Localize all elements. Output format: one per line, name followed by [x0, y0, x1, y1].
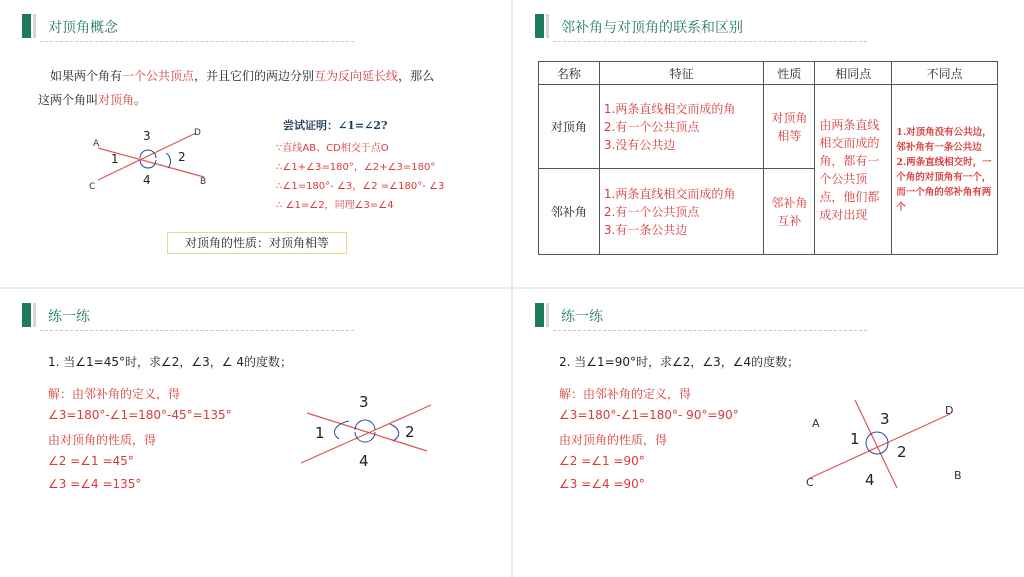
angle-arc: [866, 432, 888, 454]
angle-label-4: 4: [865, 471, 875, 489]
label-D: D: [945, 404, 954, 417]
section-header: [535, 303, 867, 327]
panel-practice-1: [0, 289, 511, 577]
row-property: 邻补角互补: [764, 169, 815, 255]
angle-label-4: 4: [143, 173, 151, 187]
header-bar: [535, 14, 544, 38]
angle-label-3: 3: [359, 393, 369, 411]
angle-arc-2: [166, 153, 171, 168]
solution-line: 解：由邻补角的定义，得: [48, 387, 181, 401]
angle-label-1: 1: [315, 424, 325, 442]
header-bar: [535, 303, 544, 327]
feature-item: 2.有一个公共顶点: [603, 119, 700, 134]
label-B: B: [954, 469, 962, 482]
intro-text: ，并且它们的两边分别: [194, 69, 315, 83]
intro-text: 如果两个角有: [50, 69, 123, 83]
solution-line: 由对顶角的性质，得: [48, 433, 157, 447]
practice-diagram-1: [295, 385, 440, 470]
feature-item: 2.有一个公共顶点: [603, 204, 700, 219]
proof-line: ∴∠1+∠3=180°，∠2+∠3=180°: [276, 162, 436, 173]
feature-item: 1.两条直线相交而成的角: [603, 186, 736, 201]
section-header: [535, 14, 867, 38]
solution-line: ∠3 =∠4 =90°: [559, 477, 645, 491]
solution-line: ∠2 =∠1 =90°: [559, 454, 645, 468]
diff-points: 1.对顶角没有公共边，邻补角有一条公共边 2.两条直线相交时，一个角的对顶角有一个，而一个角的邻补角有两个: [892, 85, 998, 255]
angle-label-1: 1: [850, 430, 860, 448]
comparison-table: [538, 61, 998, 255]
label-A: A: [812, 417, 820, 430]
row-property: 对顶角相等: [764, 85, 815, 169]
proof-line: ∴∠1=180°- ∠3，∠2 =∠180°- ∠3: [276, 181, 445, 192]
angle-arc-1: [335, 421, 349, 439]
intro-text: 。: [134, 93, 147, 107]
label-D: D: [194, 128, 201, 138]
intro-line-1: [50, 67, 434, 84]
row-features: [599, 169, 764, 255]
table-row: [539, 85, 998, 169]
proof-line: ∴ ∠1=∠2，同理∠3=∠4: [276, 200, 394, 211]
angle-label-2: 2: [178, 150, 186, 164]
header-bar: [22, 303, 31, 327]
angle-label-3: 3: [143, 129, 151, 143]
header-property: 性质: [764, 62, 815, 85]
label-B: B: [200, 177, 207, 187]
panel-practice-2: [513, 289, 1024, 577]
header-diff: 不同点: [892, 62, 998, 85]
intro-line-2: [38, 91, 146, 108]
proof-line: ∵直线AB、CD相交于点O: [276, 143, 389, 154]
solution-line: ∠2 =∠1 =45°: [48, 454, 134, 468]
line-ab: [855, 400, 897, 488]
solution-line: ∠3=180°-∠1=180°-45°=135°: [48, 408, 232, 422]
angle-arc-3: [355, 420, 375, 430]
section-title: 练一练: [561, 309, 603, 325]
property-box: 对顶角的性质：对顶角相等: [167, 232, 347, 254]
header-divider: [40, 330, 354, 331]
angle-label-3: 3: [880, 410, 890, 428]
solution-line: ∠3=180°-∠1=180°- 90°=90°: [559, 408, 739, 422]
label-C: C: [89, 182, 96, 192]
intersecting-lines-diagram: [80, 120, 220, 195]
question-text: 1. 当∠1=45°时，求∠2，∠3，∠ 4的度数；: [48, 355, 292, 369]
header-bar-light: [546, 14, 549, 38]
label-C: C: [806, 476, 814, 489]
angle-label-1: 1: [111, 152, 119, 166]
header-bar-light: [546, 303, 549, 327]
panel-comparison: [513, 0, 1024, 287]
intro-highlight: 对顶角: [98, 93, 135, 107]
row-features: [599, 85, 764, 169]
intro-text: 这两个角叫: [38, 93, 99, 107]
label-A: A: [93, 139, 100, 149]
row-name: 邻补角: [539, 169, 600, 255]
section-header: [22, 14, 354, 38]
section-title: 对顶角概念: [48, 20, 118, 36]
feature-item: 3.没有公共边: [603, 137, 676, 152]
header-divider: [553, 330, 867, 331]
angle-arc-2: [390, 424, 399, 441]
intro-highlight: 一个公共顶点: [122, 69, 195, 83]
panel-vertical-angle-concept: [0, 0, 511, 287]
angle-label-2: 2: [897, 443, 907, 461]
practice-diagram-2: [798, 394, 988, 504]
angle-label-2: 2: [405, 423, 415, 441]
header-bar-light: [33, 303, 36, 327]
row-name: 对顶角: [539, 85, 600, 169]
header-same: 相同点: [815, 62, 892, 85]
feature-item: 3.有一条公共边: [603, 222, 688, 237]
solution-line: ∠3 =∠4 =135°: [48, 477, 142, 491]
angle-label-4: 4: [359, 452, 369, 470]
solution-line: 由对顶角的性质，得: [559, 433, 668, 447]
section-header: [22, 303, 354, 327]
header-name: 名称: [539, 62, 600, 85]
same-points: 由两条直线相交而成的角，都有一个公共顶点，他们都成对出现: [815, 85, 892, 255]
proof-title: 尝试证明：∠1=∠2?: [283, 119, 388, 132]
section-title: 练一练: [48, 309, 90, 325]
header-bar: [22, 14, 31, 38]
intro-text: ，那么: [398, 69, 435, 83]
question-text: 2. 当∠1=90°时，求∠2，∠3，∠4的度数；: [559, 355, 800, 369]
intro-highlight: 互为反向延长线: [314, 69, 399, 83]
header-bar-light: [33, 14, 36, 38]
header-feature: 特征: [599, 62, 764, 85]
header-divider: [553, 41, 867, 42]
table-header-row: [539, 62, 998, 85]
section-title: 邻补角与对顶角的联系和区别: [561, 20, 743, 36]
feature-item: 1.两条直线相交而成的角: [603, 101, 736, 116]
solution-line: 解：由邻补角的定义，得: [559, 387, 692, 401]
header-divider: [40, 41, 354, 42]
